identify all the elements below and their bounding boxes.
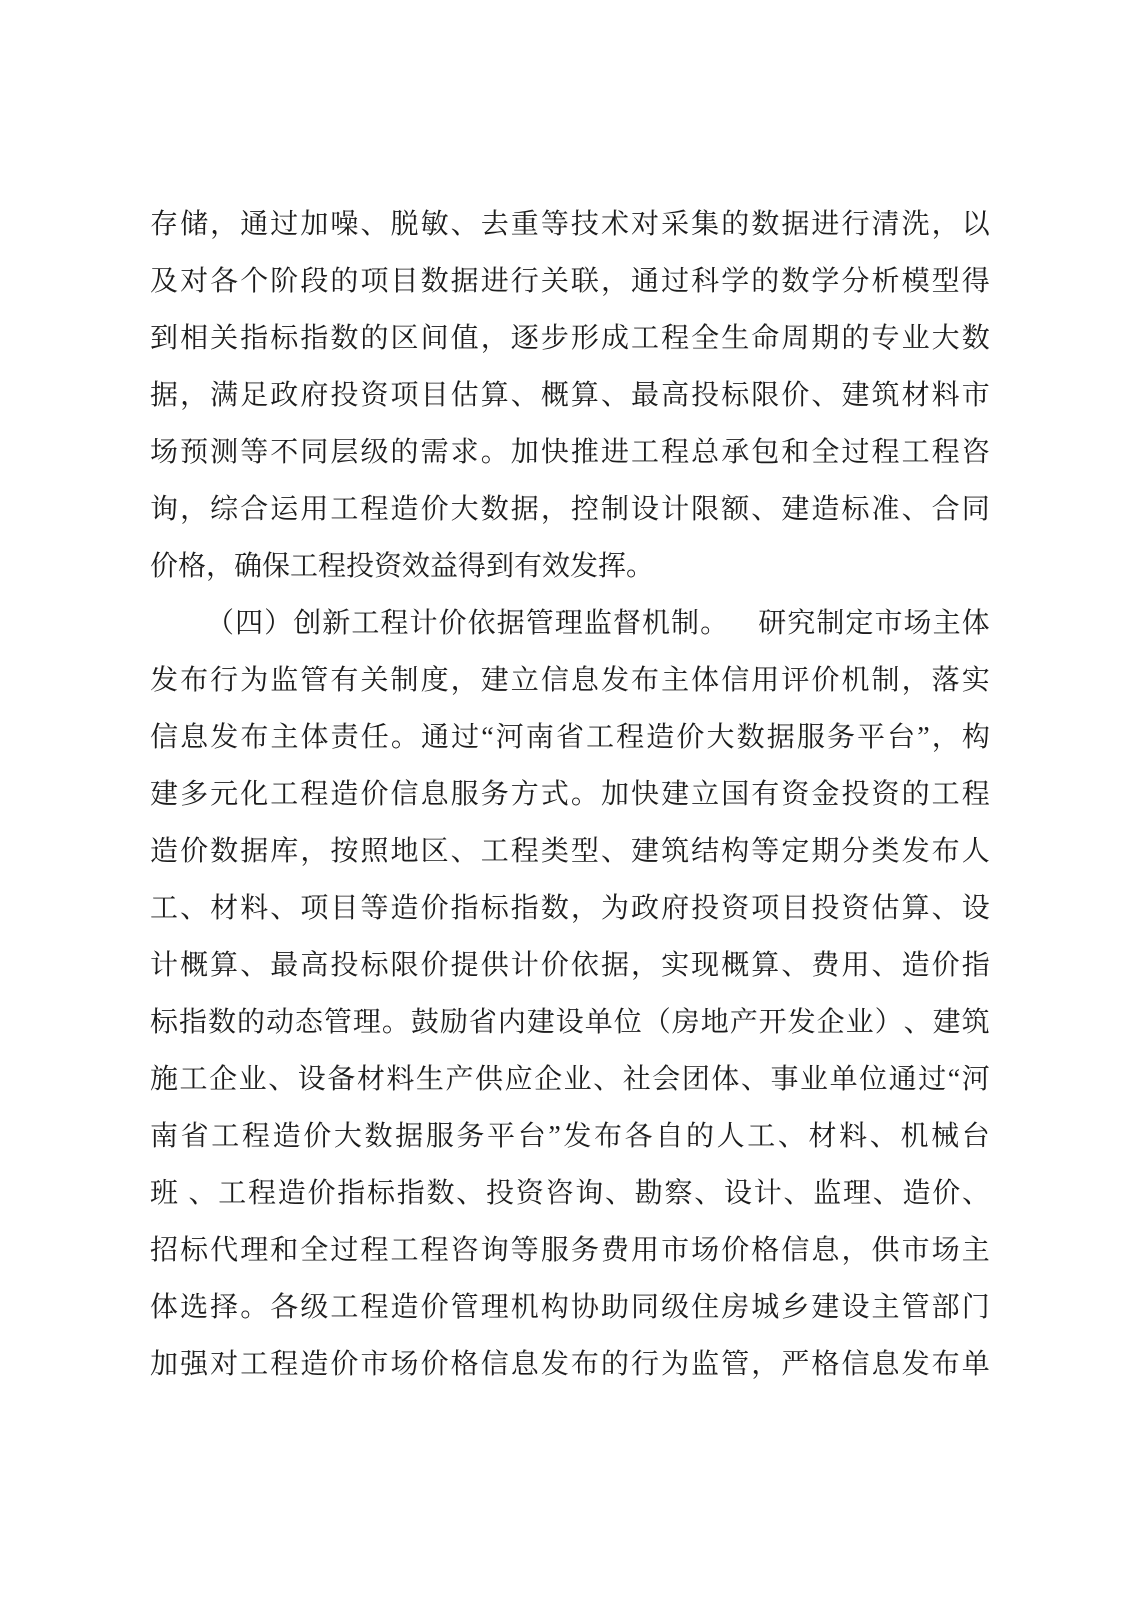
text-line: 信 息 发 布 主 体 责 任 。 通 过 “ 河 南 省 工 程 造 价 大 数 据 服 务 平 台 ” ， 构 — [150, 722, 990, 753]
text-line: 工 、 材 料 、 项 目 等 造 价 指 标 指 数 ， 为 政 府 投 资 项 目 投 资 估 算 、 设 — [150, 893, 990, 924]
text-line: 据 ， 满 足 政 府 投 资 项 目 估 算 、 概 算 、 最 高 投 标 限 价 、 建 筑 材 料 市 — [150, 380, 990, 411]
document-body — [150, 196, 990, 1393]
text-line: 造 价 数 据 库 ， 按 照 地 区 、 工 程 类 型 、 建 筑 结 构 等 定 期 分 类 发 布 人 — [150, 836, 990, 867]
text-line: 建 多 元 化 工 程 造 价 信 息 服 务 方 式 。 加 快 建 立 国 有 资 金 投 资 的 工 程 — [150, 779, 990, 810]
text-line: 询 ， 综 合 运 用 工 程 造 价 大 数 据 ， 控 制 设 计 限 额 、 建 造 标 准 、 合 同 — [150, 494, 990, 525]
paragraph-continuation — [150, 196, 990, 595]
text-line: 存 储 ， 通 过 加 噪 、 脱 敏 、 去 重 等 技 术 对 采 集 的 数 据 进 行 清 洗 ， 以 — [150, 209, 990, 240]
text-line: 价格，确保工程投资效益得到有效发挥。 — [150, 551, 655, 582]
text-line: 班 、 工 程 造 价 指 标 指 数 、 投 资 咨 询 、 勘 察 、 设 计 、 监 理 、 造 价 、 — [150, 1178, 990, 1209]
text-line: 场 预 测 等 不 同 层 级 的 需 求 。 加 快 推 进 工 程 总 承 包 和 全 过 程 工 程 咨 — [150, 437, 990, 468]
text-line: 体 选 择 。 各 级 工 程 造 价 管 理 机 构 协 助 同 级 住 房 城 乡 建 设 主 管 部 门 — [150, 1292, 990, 1323]
text-line: 招 标 代 理 和 全 过 程 工 程 咨 询 等 服 务 费 用 市 场 价 格 信 息 ， 供 市 场 主 — [150, 1235, 990, 1266]
text-line: 南 省 工 程 造 价 大 数 据 服 务 平 台 ” 发 布 各 自 的 人 工 、 材 料 、 机 械 台 — [150, 1121, 990, 1152]
text-line: 加 强 对 工 程 造 价 市 场 价 格 信 息 发 布 的 行 为 监 管 ， 严 格 信 息 发 布 单 — [150, 1349, 990, 1380]
text-line: 及 对 各 个 阶 段 的 项 目 数 据 进 行 关 联 ， 通 过 科 学 的 数 学 分 析 模 型 得 — [150, 266, 990, 297]
text-line: 到 相 关 指 标 指 数 的 区 间 值 ， 逐 步 形 成 工 程 全 生 命 周 期 的 专 业 大 数 — [150, 323, 990, 354]
text-line: 标 指 数 的 动 态 管 理 。 鼓 励 省 内 建 设 单 位 （ 房 地 产 开 发 企 业 ） 、 建 筑 — [150, 1007, 990, 1038]
paragraph-section-4 — [150, 595, 990, 1393]
text-line-section-heading: （ 四 ） 创 新 工 程 计 价 依 据 管 理 监 督 机 制 。 研 究 制 定 市 场 主 体 — [206, 608, 990, 639]
text-line: 计 概 算 、 最 高 投 标 限 价 提 供 计 价 依 据 ， 实 现 概 算 、 费 用 、 造 价 指 — [150, 950, 990, 981]
text-line: 发 布 行 为 监 管 有 关 制 度 ， 建 立 信 息 发 布 主 体 信 用 评 价 机 制 ， 落 实 — [150, 665, 990, 696]
text-line: 施 工 企 业 、 设 备 材 料 生 产 供 应 企 业 、 社 会 团 体 、 事 业 单 位 通 过 “ 河 — [150, 1064, 990, 1095]
